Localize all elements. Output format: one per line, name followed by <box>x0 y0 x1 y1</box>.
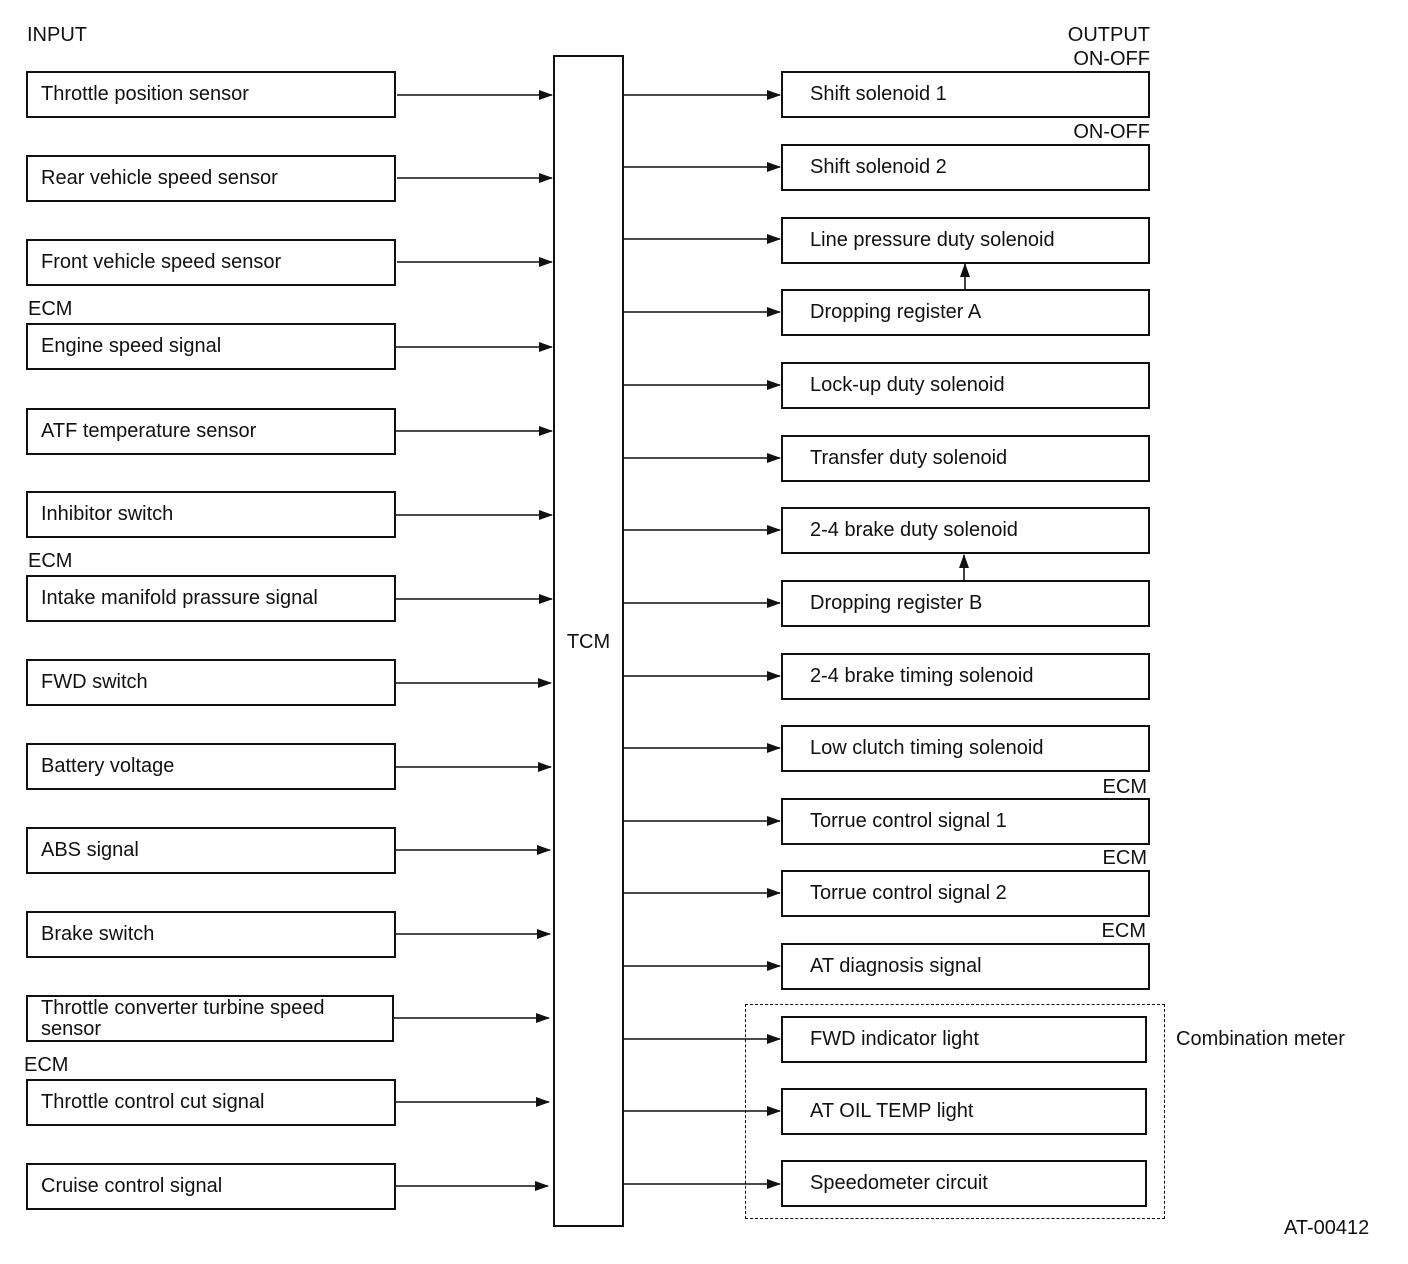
output-label: Speedometer circuit <box>810 1172 988 1194</box>
input-box <box>26 1163 396 1210</box>
output-box <box>781 943 1150 990</box>
input-label: Throttle converter turbine speed sensor <box>41 996 325 1040</box>
input-box <box>26 911 396 958</box>
output-label: Dropping register B <box>810 592 983 614</box>
output-label: FWD indicator light <box>810 1028 979 1050</box>
output-box <box>781 1160 1147 1207</box>
input-label: ABS signal <box>41 839 139 861</box>
output-label: 2-4 brake duty solenoid <box>810 519 1018 541</box>
output-box <box>781 144 1150 191</box>
input-label: Cruise control signal <box>41 1175 223 1197</box>
output-box <box>781 1016 1147 1063</box>
output-label: Torrue control signal 1 <box>810 810 1007 832</box>
tcm-block <box>553 55 624 1227</box>
input-box <box>26 827 396 874</box>
output-box <box>781 435 1150 482</box>
input-label: Engine speed signal <box>41 335 222 357</box>
input-label: ATF temperature sensor <box>41 420 257 442</box>
output-box <box>781 725 1150 772</box>
output-label: Shift solenoid 2 <box>810 156 947 178</box>
output-label: Shift solenoid 1 <box>810 83 947 105</box>
output-tag-ecm: ECM <box>1101 920 1146 942</box>
output-box <box>781 653 1150 700</box>
tcm-label: TCM <box>566 631 611 653</box>
output-box <box>781 870 1150 917</box>
combination-meter-label: Combination meter <box>1176 1028 1345 1050</box>
input-box <box>26 408 396 455</box>
output-label: Dropping register A <box>810 301 982 323</box>
input-label: Throttle position sensor <box>41 83 249 105</box>
input-box <box>26 743 396 790</box>
input-box <box>26 491 396 538</box>
output-box <box>781 71 1150 118</box>
output-box <box>781 798 1150 845</box>
output-label: 2-4 brake timing solenoid <box>810 665 1034 687</box>
input-connectors <box>391 95 552 1186</box>
figure-id: AT-00412 <box>1284 1217 1370 1239</box>
output-label: Lock-up duty solenoid <box>810 374 1005 396</box>
input-box <box>26 155 396 202</box>
output-label: Line pressure duty solenoid <box>810 229 1055 251</box>
input-label: Throttle control cut signal <box>41 1091 265 1113</box>
input-tag-ecm: ECM <box>24 1054 69 1076</box>
output-box <box>781 217 1150 264</box>
input-label: Intake manifold prassure signal <box>41 587 318 609</box>
input-label: Inhibitor switch <box>41 503 174 525</box>
input-box <box>26 575 396 622</box>
output-box <box>781 289 1150 336</box>
input-box <box>26 659 396 706</box>
output-tag-ecm: ECM <box>1102 776 1147 798</box>
output-box <box>781 580 1150 627</box>
output-label: Low clutch timing solenoid <box>810 737 1044 759</box>
input-label: FWD switch <box>41 671 148 693</box>
output-box <box>781 362 1150 409</box>
output-header: OUTPUT <box>1067 24 1150 46</box>
output-tag-ecm: ECM <box>1102 847 1147 869</box>
output-label: Torrue control signal 2 <box>810 882 1007 904</box>
output-tag-on-off: ON-OFF <box>1073 121 1150 143</box>
input-box <box>26 71 396 118</box>
input-tag-ecm: ECM <box>28 550 73 572</box>
input-box <box>26 1079 396 1126</box>
input-tag-ecm: ECM <box>28 298 73 320</box>
input-box <box>26 323 396 370</box>
input-label: Battery voltage <box>41 755 175 777</box>
input-label: Front vehicle speed sensor <box>41 251 282 273</box>
input-header: INPUT <box>27 24 87 46</box>
output-box <box>781 507 1150 554</box>
input-label: Rear vehicle speed sensor <box>41 167 278 189</box>
input-box <box>26 995 394 1042</box>
input-label: Brake switch <box>41 923 155 945</box>
output-label: AT diagnosis signal <box>810 955 982 977</box>
output-label: AT OIL TEMP light <box>810 1100 974 1122</box>
output-box <box>781 1088 1147 1135</box>
output-label: Transfer duty solenoid <box>810 447 1008 469</box>
input-box <box>26 239 396 286</box>
output-tag-on-off: ON-OFF <box>1073 48 1150 70</box>
